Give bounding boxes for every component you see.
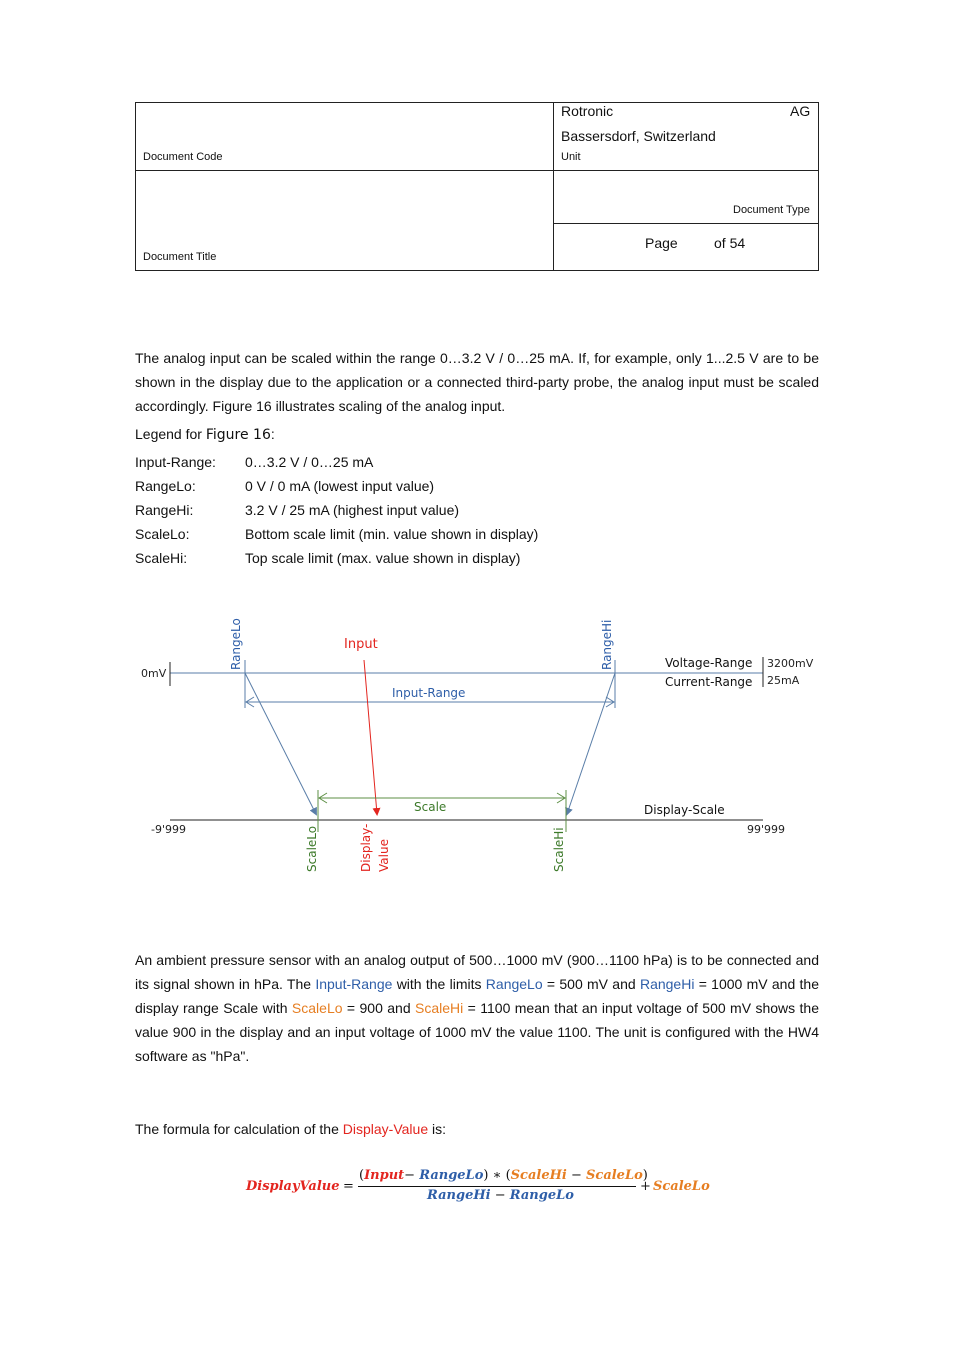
max-current-label: 25mA — [767, 674, 800, 687]
formula-lhs: DisplayValue — [246, 1179, 340, 1194]
formula-rparen-1: ) — [483, 1168, 489, 1183]
rangelo-to-scalelo-line — [245, 673, 316, 814]
legend-heading — [135, 422, 275, 447]
formula-minus-2: − — [570, 1168, 582, 1183]
header-divider-row1 — [135, 170, 819, 171]
company-name: Rotronic — [561, 103, 614, 119]
scale-label: Scale — [414, 800, 447, 814]
header-divider-right — [553, 223, 819, 224]
formula-den-range-hi: RangeHi — [427, 1188, 491, 1203]
page-label: Page — [645, 235, 678, 251]
legend-heading-prefix: Legend for — [135, 426, 206, 442]
legend-key: Input-Range: — [135, 454, 216, 470]
intro-paragraph — [135, 346, 819, 418]
example-scale-lo: ScaleLo — [291, 1000, 343, 1016]
scalelo-label: ScaleLo — [305, 825, 319, 872]
example-paragraph — [135, 948, 819, 1068]
legend-row — [135, 498, 819, 522]
scalehi-label: ScaleHi — [552, 827, 566, 872]
formula-plus: + — [640, 1179, 651, 1194]
formula-equals: = — [343, 1179, 354, 1194]
rangelo-label: RangeLo — [229, 618, 243, 670]
example-text-4: = 1000 mV and the display range Scale with — [135, 976, 820, 1016]
unit-label: Unit — [561, 151, 581, 163]
display-value-label-line1: Display- — [359, 823, 373, 872]
company-location: Bassersdorf, Switzerland — [561, 128, 716, 144]
max-voltage-label: 3200mV — [767, 657, 814, 670]
header-divider-vertical — [553, 102, 554, 271]
example-scale-hi: ScaleHi — [415, 1000, 464, 1016]
max-display-label: 99'999 — [747, 823, 786, 836]
example-text-1: An ambient pressure sensor with an analog output of 500…1000 mV (900…1100 hPa) is to be connected and its signal shown in hPa. The — [135, 952, 819, 992]
formula-scale-lo: ScaleLo — [586, 1168, 643, 1183]
legend-row — [135, 450, 819, 474]
input-range-label: Input-Range — [392, 686, 466, 700]
example-text-6: = 1100 mean that an input voltage of 500 mV shows the value 900 in the display and an input voltage of 1000 mV the value 1100. The unit is configured with the HW4 software as "hPa". — [135, 1000, 819, 1064]
formula-numerator — [359, 1168, 648, 1183]
formula-fraction-bar — [358, 1186, 636, 1187]
example-input-range: Input-Range — [315, 976, 393, 992]
example-text-2: with the limits — [392, 976, 486, 992]
display-scale-label: Display-Scale — [644, 803, 725, 817]
legend-key: ScaleLo: — [135, 526, 190, 542]
formula-den-minus: − — [494, 1188, 506, 1203]
legend-value: 0…3.2 V / 0…25 mA — [245, 454, 374, 470]
zero-mv-label: 0mV — [141, 667, 167, 680]
formula-denominator — [427, 1188, 574, 1203]
example-range-lo: RangeLo — [485, 976, 543, 992]
company-suffix: AG — [790, 103, 811, 119]
document-code-label: Document Code — [143, 151, 223, 163]
legend-value: 0 V / 0 mA (lowest input value) — [245, 478, 435, 494]
formula-minus-1: − — [404, 1168, 416, 1183]
legend-key: RangeHi: — [135, 502, 194, 518]
legend-figure-ref: Figure 16 — [205, 427, 271, 443]
formula-scale-hi: ScaleHi — [510, 1168, 567, 1183]
formula-intro-display-value: Display-Value — [342, 1121, 429, 1137]
legend-value: Top scale limit (max. value shown in display) — [245, 550, 521, 566]
formula-rparen-2: ) — [642, 1168, 648, 1183]
formula-intro-text-1: The formula for calculation of the — [135, 1121, 343, 1137]
legend-row — [135, 474, 819, 498]
formula-lparen-2: ( — [505, 1168, 511, 1183]
formula-intro — [135, 1117, 446, 1141]
min-display-label: -9'999 — [151, 823, 186, 836]
legend-key: RangeLo: — [135, 478, 196, 494]
input-to-display-value-line — [364, 660, 377, 814]
formula-lparen-1: ( — [359, 1168, 365, 1183]
example-text — [135, 948, 819, 1068]
document-title-label: Document Title — [143, 251, 217, 263]
formula-range-lo: RangeLo — [419, 1168, 484, 1183]
legend-key: ScaleHi: — [135, 550, 188, 566]
page-count: of 54 — [714, 235, 746, 251]
legend-value: Bottom scale limit (min. value shown in display) — [245, 526, 539, 542]
voltage-range-label: Voltage-Range — [665, 656, 753, 670]
rangehi-to-scalehi-line — [567, 673, 615, 814]
legend-row — [135, 522, 819, 546]
formula-tail-scale-lo: ScaleLo — [653, 1179, 710, 1194]
legend-value: 3.2 V / 25 mA (highest input value) — [245, 502, 460, 518]
example-range-hi: RangeHi — [639, 976, 695, 992]
formula-times: ∗ — [492, 1168, 502, 1183]
document-type-label: Document Type — [733, 204, 810, 216]
example-text-5: = 900 and — [342, 1000, 416, 1016]
formula-input: Input — [364, 1168, 405, 1183]
display-value-formula — [246, 1165, 716, 1209]
display-value-label-line2: Value — [377, 839, 391, 872]
current-range-label: Current-Range — [665, 675, 753, 689]
intro-text: The analog input can be scaled within the range 0…3.2 V / 0…25 mA. If, for example, only 1...2.5 V are to be shown in the display due to the application or a connected third-party probe, the analog input must be scaled accordingly. Figure 16 illustrates scaling of the analog input. — [135, 350, 819, 414]
formula-intro-text-2: is: — [428, 1121, 447, 1137]
legend-row — [135, 546, 819, 570]
input-label: Input — [344, 637, 378, 652]
formula-den-range-lo: RangeLo — [509, 1188, 574, 1203]
rangehi-label: RangeHi — [600, 619, 614, 670]
legend-heading-suffix: : — [270, 426, 275, 442]
example-text-3: = 500 mV and — [542, 976, 640, 992]
scaling-diagram — [0, 600, 954, 890]
